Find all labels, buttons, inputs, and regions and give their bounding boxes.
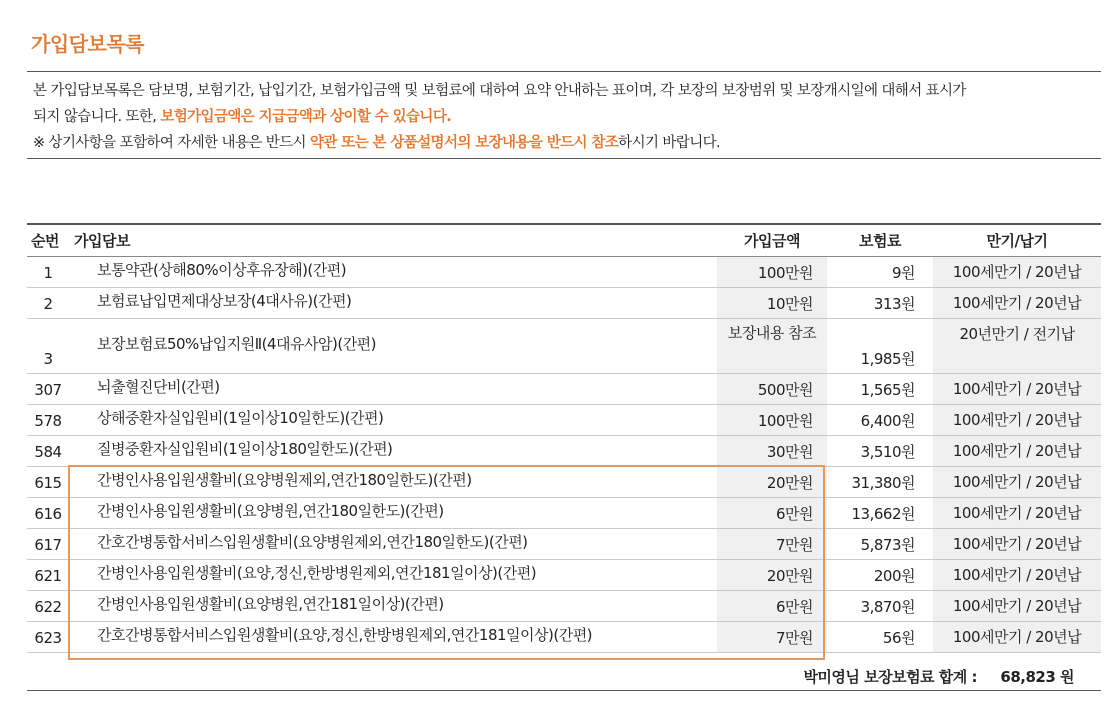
total-value: 68,823 원	[1000, 668, 1074, 686]
notice-box	[27, 71, 1101, 159]
cell-name: 질병중환자실입원비(1일이상180일한도)(간편)	[69, 436, 717, 467]
cell-term: 100세만기 / 20년납	[933, 622, 1101, 653]
cell-premium: 13,662원	[827, 498, 933, 529]
table-row	[27, 319, 1101, 374]
notice-text: ※ 상기사항을 포함하여 자세한 내용은 반드시	[33, 135, 310, 151]
cell-name: 간병인사용입원생활비(요양병원제외,연간180일한도)(간편)	[69, 467, 717, 498]
cell-premium: 6,400원	[827, 405, 933, 436]
cell-term: 20년만기 / 전기납	[933, 319, 1101, 374]
cell-name: 간호간병통합서비스입원생활비(요양병원제외,연간180일한도)(간편)	[69, 529, 717, 560]
table-row	[27, 560, 1101, 591]
cell-no: 3	[27, 319, 69, 374]
cell-no: 307	[27, 374, 69, 405]
cell-name: 간호간병통합서비스입원생활비(요양,정신,한방병원제외,연간181일이상)(간편)	[69, 622, 717, 653]
cell-no: 622	[27, 591, 69, 622]
cell-premium: 3,510원	[827, 436, 933, 467]
table-row	[27, 498, 1101, 529]
total-label: 박미영님 보장보험료 합계 :	[803, 668, 977, 686]
table-row	[27, 288, 1101, 319]
table-row	[27, 467, 1101, 498]
notice-line-2	[33, 104, 1101, 130]
cell-amount: 6만원	[717, 498, 827, 529]
cell-name: 보통약관(상해80%이상후유장해)(간편)	[69, 257, 717, 288]
cell-name: 보험료납입면제대상보장(4대사유)(간편)	[69, 288, 717, 319]
cell-no: 1	[27, 257, 69, 288]
notice-highlight: 약관 또는 본 상품설명서의 보장내용을 반드시 참조	[309, 135, 619, 151]
notice-line-1: 본 가입담보목록은 담보명, 보험기간, 납입기간, 보험가입금액 및 보험료에 대하여 요약 안내하는 표이며, 각 보장의 보장범위 및 보장개시일에 대해서 표시가	[33, 83, 966, 99]
cell-name: 보장보험료50%납입지원Ⅱ(4대유사암)(간편)	[69, 319, 717, 374]
cell-amount: 7만원	[717, 529, 827, 560]
coverage-table	[27, 223, 1101, 653]
cell-no: 578	[27, 405, 69, 436]
cell-amount: 보장내용 참조	[717, 319, 827, 374]
table-header-row	[27, 224, 1101, 257]
cell-premium: 31,380원	[827, 467, 933, 498]
cell-amount: 6만원	[717, 591, 827, 622]
cell-amount: 100만원	[717, 405, 827, 436]
cell-premium: 200원	[827, 560, 933, 591]
cell-term: 100세만기 / 20년납	[933, 374, 1101, 405]
cell-term: 100세만기 / 20년납	[933, 436, 1101, 467]
cell-premium: 3,870원	[827, 591, 933, 622]
table-row	[27, 405, 1101, 436]
cell-term: 100세만기 / 20년납	[933, 405, 1101, 436]
cell-name: 간병인사용입원생활비(요양병원,연간181일이상)(간편)	[69, 591, 717, 622]
table-row	[27, 257, 1101, 288]
cell-premium: 313원	[827, 288, 933, 319]
faded-section-label	[30, 196, 230, 216]
notice-text: 하시기 바랍니다.	[618, 135, 721, 151]
cell-premium: 1,985원	[827, 319, 933, 374]
cell-premium: 56원	[827, 622, 933, 653]
table-row	[27, 529, 1101, 560]
page-title: 가입담보목록	[31, 32, 144, 56]
cell-term: 100세만기 / 20년납	[933, 591, 1101, 622]
cell-name: 간병인사용입원생활비(요양,정신,한방병원제외,연간181일이상)(간편)	[69, 560, 717, 591]
cell-amount: 10만원	[717, 288, 827, 319]
cell-amount: 20만원	[717, 467, 827, 498]
cell-term: 100세만기 / 20년납	[933, 467, 1101, 498]
cell-amount: 500만원	[717, 374, 827, 405]
cell-no: 623	[27, 622, 69, 653]
notice-line-3	[33, 130, 1101, 156]
header-term: 만기/납기	[986, 232, 1048, 250]
cell-term: 100세만기 / 20년납	[933, 257, 1101, 288]
cell-name: 간병인사용입원생활비(요양병원,연간180일한도)(간편)	[69, 498, 717, 529]
cell-no: 584	[27, 436, 69, 467]
notice-text: 되지 않습니다. 또한,	[33, 109, 161, 125]
table-row	[27, 436, 1101, 467]
cell-premium: 9원	[827, 257, 933, 288]
cell-amount: 100만원	[717, 257, 827, 288]
header-amount: 가입금액	[744, 232, 800, 250]
total-row	[27, 661, 1101, 691]
cell-name: 상해중환자실입원비(1일이상10일한도)(간편)	[69, 405, 717, 436]
cell-term: 100세만기 / 20년납	[933, 529, 1101, 560]
cell-no: 621	[27, 560, 69, 591]
notice-highlight: 보험가입금액은 지급금액과 상이할 수 있습니다.	[160, 109, 452, 125]
cell-no: 2	[27, 288, 69, 319]
cell-amount: 20만원	[717, 560, 827, 591]
cell-amount: 7만원	[717, 622, 827, 653]
header-no: 순번	[31, 232, 59, 250]
table-row	[27, 591, 1101, 622]
cell-no: 616	[27, 498, 69, 529]
cell-amount: 30만원	[717, 436, 827, 467]
cell-no: 615	[27, 467, 69, 498]
table-row	[27, 622, 1101, 653]
table-row	[27, 374, 1101, 405]
cell-no: 617	[27, 529, 69, 560]
cell-name: 뇌출혈진단비(간편)	[69, 374, 717, 405]
cell-term: 100세만기 / 20년납	[933, 560, 1101, 591]
header-premium: 보험료	[859, 232, 901, 250]
cell-term: 100세만기 / 20년납	[933, 498, 1101, 529]
header-name: 가입담보	[74, 232, 130, 250]
cell-term: 100세만기 / 20년납	[933, 288, 1101, 319]
cell-premium: 1,565원	[827, 374, 933, 405]
cell-premium: 5,873원	[827, 529, 933, 560]
